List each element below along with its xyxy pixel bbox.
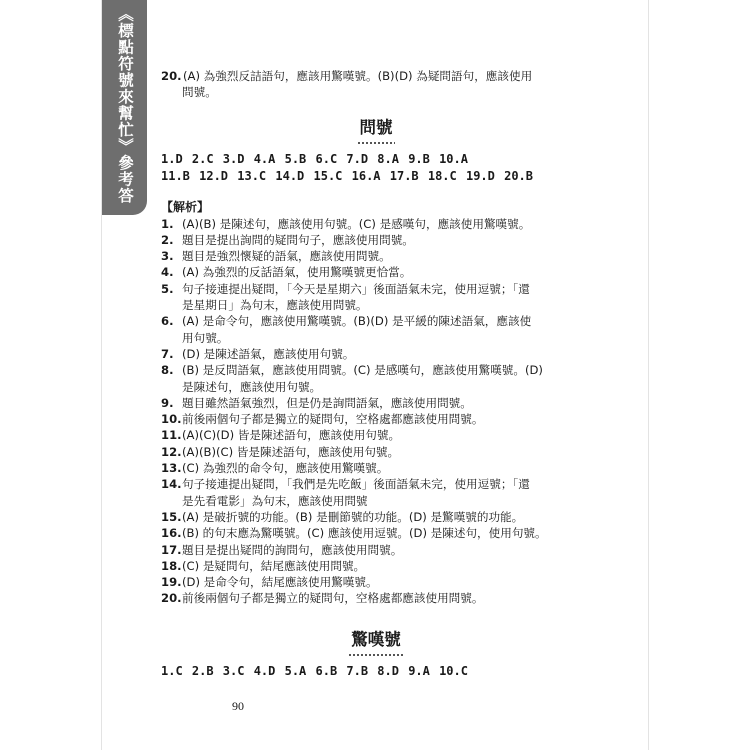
analysis-item xyxy=(161,232,591,248)
analysis-item xyxy=(161,313,591,346)
analysis-number: 4. xyxy=(161,265,174,280)
section-title-question-mark xyxy=(161,117,591,139)
analysis-number: 12. xyxy=(161,444,182,459)
analysis-text: (A)(B)(C) 皆是陳述語句，應該使用句號。 xyxy=(182,444,400,459)
analysis-text: (A)(B) 是陳述句，應該使用句號。(C) 是感嘆句，應該使用驚嘆號。 xyxy=(182,216,531,231)
analysis-text-continued: 是陳述句，應該使用句號。 xyxy=(182,379,322,394)
analysis-section xyxy=(161,199,591,607)
analysis-number: 3. xyxy=(161,249,174,264)
answer-text: (A) 為強烈反詰語句，應該用驚嘆號。(B)(D) 為疑問語句，應該使用 xyxy=(183,69,533,83)
analysis-number: 7. xyxy=(161,346,174,361)
answer-row: 1.D 2.C 3.D 4.A 5.B 6.C 7.D 8.A 9.B 10.A xyxy=(161,151,468,166)
analysis-item xyxy=(161,248,591,264)
analysis-item xyxy=(161,427,591,443)
analysis-text-continued: 是先看電影」為句末，應該使用問號 xyxy=(182,493,368,508)
analysis-text: (B) 的句末應為驚嘆號。(C) 應該使用逗號。(D) 是陳述句，使用句號。 xyxy=(182,526,547,541)
analysis-text: (A) 為強烈的反話語氣，使用驚嘆號更恰當。 xyxy=(182,265,412,280)
analysis-number: 11. xyxy=(161,428,182,443)
analysis-item xyxy=(161,411,591,427)
analysis-item xyxy=(161,525,591,541)
analysis-number: 17. xyxy=(161,542,182,557)
analysis-text: 題目是提出疑問的詢問句，應該使用問號。 xyxy=(182,542,403,557)
analysis-item xyxy=(161,558,591,574)
previous-answer-20 xyxy=(161,68,591,101)
section-title-exclamation-mark xyxy=(161,629,591,651)
analysis-item xyxy=(161,476,591,509)
answer-key-exclamation-mark xyxy=(161,663,591,680)
answer-key-question-mark xyxy=(161,151,591,185)
analysis-item xyxy=(161,444,591,460)
analysis-text: 句子接連提出疑問，「我們是先吃飯」後面語氣未完，使用逗號；「還 xyxy=(182,477,530,492)
analysis-text: (B) 是反問語氣，應該使用問號。(C) 是感嘆句，應該使用驚嘆號。(D) xyxy=(182,363,543,378)
answer-row: 11.B 12.D 13.C 14.D 15.C 16.A 17.B 18.C 19.D 20.B xyxy=(161,168,534,183)
analysis-item xyxy=(161,395,591,411)
book-page xyxy=(71,0,649,750)
analysis-number: 14. xyxy=(161,477,182,492)
analysis-text: (C) 為強烈的命令句，應該使用驚嘆號。 xyxy=(182,461,389,476)
analysis-text: (C) 是疑問句，結尾應該使用問號。 xyxy=(182,558,366,573)
analysis-text: (D) 是陳述語氣，應該使用句號。 xyxy=(182,346,355,361)
answer-number: 20. xyxy=(161,69,182,83)
analysis-number: 13. xyxy=(161,461,182,476)
analysis-text-continued: 用句號。 xyxy=(182,330,229,345)
analysis-item xyxy=(161,346,591,362)
analysis-item xyxy=(161,281,591,314)
analysis-number: 10. xyxy=(161,412,182,427)
answer-text-continued: 問號。 xyxy=(182,85,217,100)
analysis-text: 前後兩個句子都是獨立的疑問句，空格處都應該使用問號。 xyxy=(182,412,484,427)
analysis-number: 16. xyxy=(161,526,182,541)
analysis-number: 20. xyxy=(161,591,182,606)
analysis-item xyxy=(161,574,591,590)
analysis-item xyxy=(161,509,591,525)
answer-row: 1.C 2.B 3.C 4.D 5.A 6.B 7.B 8.D 9.A 10.C xyxy=(161,663,468,678)
page-number: 90 xyxy=(232,699,244,713)
analysis-number: 2. xyxy=(161,232,174,247)
analysis-list xyxy=(161,216,591,607)
analysis-item xyxy=(161,362,591,395)
analysis-text: (A) 是命令句，應該使用驚嘆號。(B)(D) 是平緩的陳述語氣，應該使 xyxy=(182,314,532,329)
analysis-number: 18. xyxy=(161,558,182,573)
chapter-side-tab: 《標點符號來幫忙》參考答案 xyxy=(102,0,147,215)
analysis-text: 題目是強烈懷疑的語氣，應該使用問號。 xyxy=(182,249,391,264)
analysis-item xyxy=(161,460,591,476)
title-underline xyxy=(358,142,395,144)
analysis-text: (D) 是命令句，結尾應該使用驚嘆號。 xyxy=(182,575,378,590)
section-title-text: 驚嘆號 xyxy=(351,629,401,649)
analysis-text: (A) 是破折號的功能。(B) 是刪節號的功能。(D) 是驚嘆號的功能。 xyxy=(182,509,524,524)
analysis-item xyxy=(161,216,591,232)
analysis-number: 6. xyxy=(161,314,174,329)
analysis-text: 前後兩個句子都是獨立的疑問句，空格處都應該使用問號。 xyxy=(182,591,484,606)
analysis-number: 9. xyxy=(161,395,174,410)
analysis-text: 題目雖然語氣強烈，但是仍是詢問語氣，應該使用問號。 xyxy=(182,395,472,410)
analysis-number: 19. xyxy=(161,575,182,590)
analysis-number: 8. xyxy=(161,363,174,378)
analysis-text-continued: 是星期日」為句末，應該使用問號。 xyxy=(182,298,368,313)
title-underline xyxy=(349,654,403,656)
analysis-text: 題目是提出詢問的疑問句子，應該使用問號。 xyxy=(182,232,414,247)
analysis-number: 5. xyxy=(161,281,174,296)
analysis-number: 15. xyxy=(161,509,182,524)
page-content xyxy=(161,60,591,680)
section-title-text: 問號 xyxy=(359,117,393,137)
analysis-item xyxy=(161,590,591,606)
analysis-item xyxy=(161,264,591,280)
analysis-item xyxy=(161,542,591,558)
analysis-number: 1. xyxy=(161,216,174,231)
analysis-text: 句子接連提出疑問，「今天是星期六」後面語氣未完，使用逗號；「還 xyxy=(182,281,530,296)
analysis-header: 【解析】 xyxy=(161,199,210,214)
analysis-text: (A)(C)(D) 皆是陳述語句，應該使用句號。 xyxy=(182,428,401,443)
